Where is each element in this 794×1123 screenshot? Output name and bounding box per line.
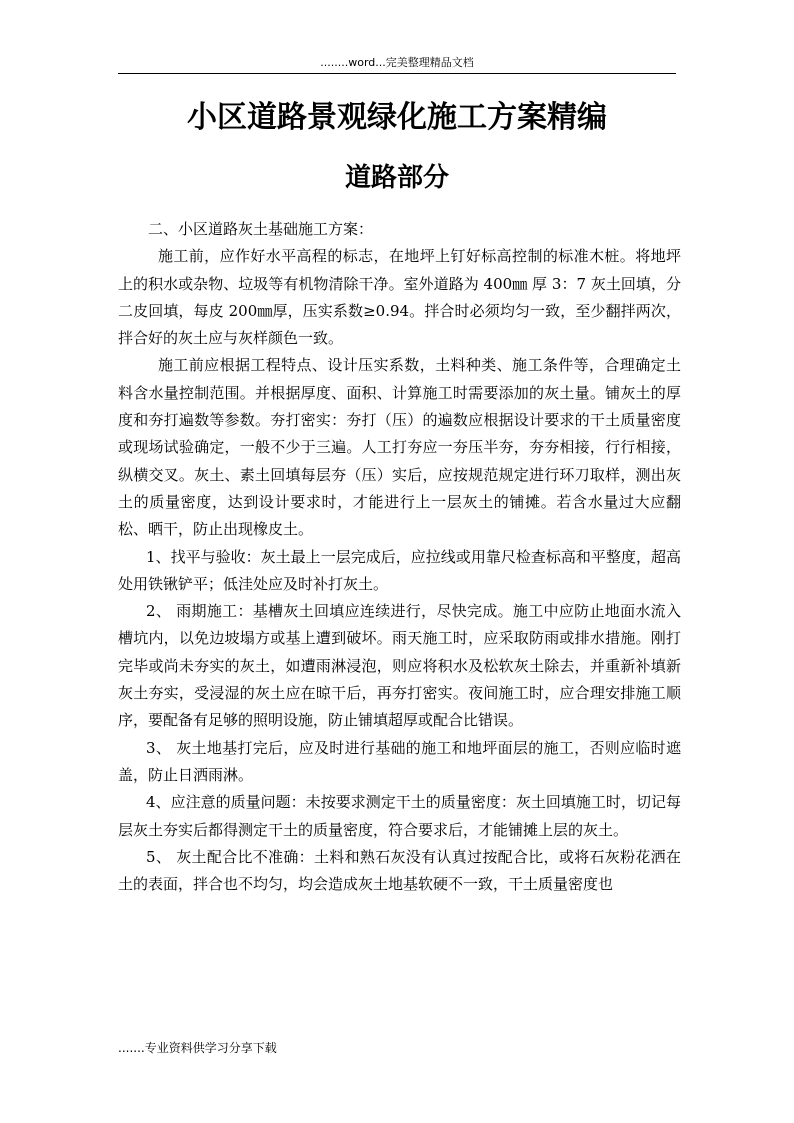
subsection-heading: 二、小区道路灰土基础施工方案： bbox=[148, 220, 374, 238]
item-after-foundation: 3、 灰土地基打完后，应及时进行基础的施工和地坪面层的施工，否则应临时遮盖，防止日洒雨淋。 bbox=[118, 738, 681, 784]
paragraph-preparation: 施工前，应作好水平高程的标志，在地坪上钉好标高控制的标准木桩。将地坪上的积水或杂物、垃圾等有机物清除干净。室外道路为 400㎜ 厚 3：7 灰土回填，分二皮回填，每皮 200㎜厚，压实系数≥0.94。拌合时必须均匀一致，至少翻拌两次，拌合好的灰土应与灰样颜色一致。 bbox=[118, 247, 681, 348]
item-quality-issues: 4、应注意的质量问题：未按要求测定干土的质量密度：灰土回填施工时，切记每层灰土夯实后都得测定干土的质量密度，符合要求后，才能铺摊上层的灰土。 bbox=[118, 793, 681, 839]
page-footer: .......专业资料供学习分享下载 bbox=[118, 1041, 277, 1055]
item-leveling-acceptance: 1、找平与验收：灰土最上一层完成后，应拉线或用靠尺检查标高和平整度，超高处用铁锹铲平；低洼处应及时补打灰土。 bbox=[118, 547, 681, 593]
document-body bbox=[118, 216, 681, 898]
section-title: 道路部分 bbox=[344, 163, 449, 193]
item-mix-ratio: 5、 灰土配合比不准确：土料和熟石灰没有认真过按配合比，或将石灰粉花洒在土的表面，拌合也不均匀，均会造成灰土地基软硬不一致，干土质量密度也 bbox=[118, 847, 681, 894]
page-header: ........word...完美整理精品文档 bbox=[320, 56, 474, 69]
paragraph-compaction: 施工前应根据工程特点、设计压实系数，土料种类、施工条件等，合理确定土料含水量控制范围。并根据厚度、面积、计算施工时需要添加的灰土量。铺灰土的厚度和夯打遍数等参数。夯打密实：夯打（压）的遍数应根据设计要求的干土质量密度或现场试验确定，一般不少于三遍。人工打夯应一夯压半夯，夯夯相接，行行相接，纵横交叉。灰土、素土回填每层夯（压）实后，应按规范规定进行环刀取样，测出灰土的质量密度，达到设计要求时，才能进行上一层灰土的铺摊。若含水量过大应翻松、晒干，防止出现橡皮土。 bbox=[118, 356, 681, 539]
document-title: 小区道路景观绿化施工方案精编 bbox=[187, 100, 607, 135]
header-divider bbox=[118, 73, 676, 74]
item-rainy-season: 2、 雨期施工：基槽灰土回填应连续进行，尽快完成。施工中应防止地面水流入槽坑内，以免边坡塌方或基上遭到破坏。雨天施工时，应采取防雨或排水措施。刚打完毕或尚未夯实的灰土，如遭雨淋浸泡，则应将积水及松软灰土除去，并重新补填新灰土夯实，受浸湿的灰土应在晾干后，再夯打密实。夜间施工时，应合理安排施工顺序，要配备有足够的照明设施，防止铺填超厚或配合比错误。 bbox=[118, 602, 681, 730]
